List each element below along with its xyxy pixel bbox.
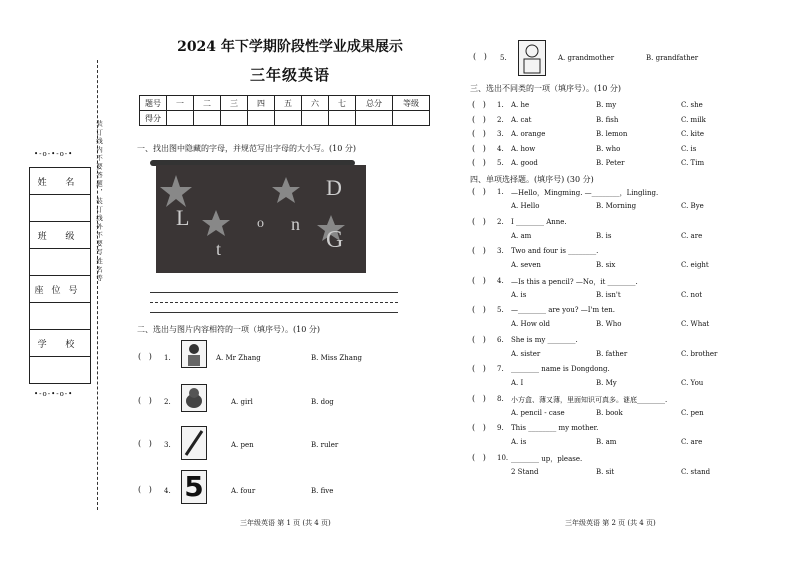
answer-paren[interactable]: ( ) (472, 129, 486, 138)
option-a[interactable]: A. grandmother (558, 54, 615, 62)
question-number: 5. (500, 54, 507, 62)
question-number: 4. (497, 144, 504, 153)
question-number: 9. (497, 424, 504, 432)
score-input-cell[interactable] (194, 111, 221, 126)
answer-paren[interactable]: ( ) (472, 364, 486, 373)
question-number: 2. (497, 217, 504, 226)
score-input-cell[interactable] (167, 111, 194, 126)
option-b[interactable]: B. book (596, 408, 623, 417)
question-number: 5. (497, 306, 504, 314)
answer-paren[interactable]: ( ) (472, 143, 486, 153)
question-number: 1. (497, 188, 504, 196)
option-a[interactable]: A. am (511, 231, 532, 240)
score-value-row (140, 111, 430, 126)
question-text: Two and four is ________. (511, 247, 599, 255)
banner-graphic (156, 165, 366, 273)
score-input-cell[interactable] (302, 111, 329, 126)
blank-cell[interactable] (30, 195, 90, 222)
option-a[interactable]: A. Mr Zhang (216, 354, 261, 362)
option-a[interactable]: A. cat (511, 115, 532, 124)
answer-paren[interactable]: ( ) (472, 187, 486, 196)
option-b[interactable]: B. ruler (311, 441, 339, 449)
question-number: 1. (497, 101, 504, 109)
letter-banner-image (156, 165, 366, 273)
question-text: This ________ my mother. (511, 424, 599, 432)
option-c[interactable]: C. not (681, 290, 703, 299)
option-b[interactable]: B. dog (311, 398, 334, 406)
option-c[interactable]: C. What (681, 320, 710, 328)
score-input-cell[interactable] (356, 111, 393, 126)
score-input-cell[interactable] (221, 111, 248, 126)
letter-mark: D (326, 175, 342, 200)
option-a[interactable]: A. good (511, 159, 538, 167)
question-number: 4. (164, 487, 171, 495)
writing-line[interactable] (150, 302, 398, 303)
section1-heading: 一、找出图中隐藏的字母，并规范写出字母的大小写。(10 分) (137, 144, 356, 153)
score-cell: 七 (329, 96, 356, 111)
section2-heading: 二、选出与图片内容相符的一项（填序号）。(10 分) (137, 325, 320, 334)
score-input-cell[interactable] (275, 111, 302, 126)
answer-paren[interactable]: ( ) (472, 275, 486, 285)
option-b[interactable]: B. Miss Zhang (311, 354, 362, 362)
option-b[interactable]: B. sit (596, 467, 615, 476)
answer-paren[interactable]: ( ) (472, 158, 486, 167)
answer-paren[interactable]: ( ) (472, 216, 486, 226)
question-number: 10. (497, 453, 509, 462)
dot-separator: •-o-•-o-• (34, 390, 74, 398)
option-a[interactable]: A. pen (231, 441, 254, 449)
question-number: 5. (497, 159, 504, 167)
letter-mark: o (257, 216, 264, 231)
pen-icon (181, 426, 207, 460)
option-b[interactable]: B. isn't (596, 290, 621, 299)
score-cell: 二 (194, 96, 221, 111)
option-c[interactable]: C. are (681, 231, 703, 240)
option-a[interactable]: A. four (231, 487, 256, 495)
exam-title: 2024 年下学期阶段性学业成果展示 (177, 39, 403, 55)
exam-subtitle: 三年级英语 (249, 66, 330, 84)
question-number: 1. (164, 354, 171, 362)
option-c[interactable]: C. eight (681, 261, 709, 269)
letter-mark: G (326, 227, 344, 253)
question-text: —Is this a pencil? —No，it ________. (511, 277, 638, 286)
grandparent-icon (518, 40, 546, 76)
question-number: 3. (497, 247, 504, 255)
option-b[interactable]: B. lemon (596, 130, 628, 138)
option-a[interactable]: A. orange (511, 130, 546, 138)
answer-paren[interactable]: ( ) (472, 452, 486, 462)
question-number: 3. (164, 441, 171, 449)
answer-paren[interactable]: ( ) (472, 100, 486, 109)
option-c[interactable]: C. is (681, 144, 697, 153)
option-c[interactable]: C. milk (681, 115, 706, 124)
question-text: ________ name is Dongdong. (511, 365, 610, 373)
score-input-cell[interactable] (248, 111, 275, 126)
option-c[interactable]: C. pen (681, 408, 704, 417)
option-a[interactable]: A. is (511, 438, 527, 446)
option-a[interactable]: A. I (511, 379, 524, 387)
score-cell: 四 (248, 96, 275, 111)
letter-mark: L (176, 205, 190, 230)
score-cell: 题号 (140, 96, 167, 111)
option-c[interactable]: C. she (681, 101, 703, 109)
option-b[interactable]: B. who (596, 144, 621, 153)
dog-icon (181, 384, 207, 412)
score-input-cell[interactable] (329, 111, 356, 126)
option-b[interactable]: B. father (596, 349, 628, 358)
footer-page-1: 三年级英语 第 1 页 (共 4 页) (240, 519, 331, 527)
option-c[interactable]: C. brother (681, 349, 718, 358)
option-b[interactable]: B. is (596, 231, 612, 240)
question-number: 2. (497, 115, 504, 124)
school-field[interactable]: 学 校 (30, 330, 90, 357)
option-a[interactable]: 2 Stand (511, 467, 539, 476)
score-cell: 等级 (393, 96, 430, 111)
answer-paren[interactable]: ( ) (472, 423, 486, 432)
score-cell: 三 (221, 96, 248, 111)
score-cell: 一 (167, 96, 194, 111)
option-a[interactable]: A. How old (511, 320, 550, 328)
option-c[interactable]: C. Tim (681, 159, 705, 167)
answer-paren[interactable]: ( ) (138, 352, 152, 361)
option-a[interactable]: A. sister (511, 349, 541, 358)
star-icon (202, 210, 230, 236)
option-a[interactable]: A. pencil - case (511, 408, 565, 417)
letter-mark: n (291, 214, 300, 234)
question-text: —________ are you? —I'm ten. (511, 306, 616, 314)
option-b[interactable]: B. my (596, 101, 617, 109)
score-cell: 得分 (140, 111, 167, 126)
option-b[interactable]: B. five (311, 487, 334, 495)
option-b[interactable]: B. grandfather (646, 54, 699, 62)
answer-paren[interactable]: ( ) (138, 439, 152, 448)
footer-page-2: 三年级英语 第 2 页 (共 4 页) (565, 519, 656, 527)
answer-paren[interactable]: ( ) (473, 52, 487, 61)
answer-paren[interactable]: ( ) (138, 396, 152, 405)
letter-mark: t (216, 239, 222, 259)
star-icon (160, 175, 192, 207)
option-a[interactable]: A. he (511, 101, 530, 109)
option-b[interactable]: B. Peter (596, 159, 625, 167)
score-header-row (140, 96, 430, 111)
option-b[interactable]: B. fish (596, 115, 619, 124)
option-c[interactable]: C. are (681, 438, 703, 446)
score-input-cell[interactable] (393, 111, 430, 126)
dot-separator: •-o-•-o-• (34, 150, 74, 158)
boy-icon (181, 340, 207, 368)
section4-heading: 四、单项选择题。(填序号) (30 分) (470, 175, 594, 184)
answer-paren[interactable]: ( ) (138, 485, 152, 494)
question-text: 小方盒、薄又薄，里面知识可真多。谜底________. (511, 395, 668, 404)
option-c[interactable]: C. Bye (681, 202, 704, 210)
option-b[interactable]: B. My (596, 379, 617, 387)
option-b[interactable]: B. Who (596, 320, 622, 328)
blank-cell[interactable] (30, 249, 90, 276)
question-number: 7. (497, 365, 504, 373)
score-cell: 五 (275, 96, 302, 111)
option-a[interactable]: A. is (511, 290, 527, 299)
score-cell: 六 (302, 96, 329, 111)
option-b[interactable]: B. Morning (596, 202, 637, 210)
star-icon (272, 177, 300, 203)
question-number: 8. (497, 394, 504, 403)
five-icon: 5 (181, 470, 207, 504)
option-c[interactable]: C. kite (681, 130, 704, 138)
question-number: 3. (497, 130, 504, 138)
student-info-box (29, 167, 91, 384)
name-field[interactable]: 姓 名 (30, 168, 90, 195)
question-number: 6. (497, 335, 504, 344)
score-table (139, 95, 430, 126)
section3-heading: 三、选出不同类的一项（填序号）。(10 分) (470, 84, 621, 93)
blank-cell[interactable] (30, 357, 90, 383)
question-text: ________ up，please. (511, 454, 583, 463)
option-c[interactable]: C. You (681, 379, 704, 387)
answer-paren[interactable]: ( ) (472, 305, 486, 314)
option-b[interactable]: B. six (596, 261, 616, 269)
question-text: I ________ Anne. (511, 217, 567, 226)
option-a[interactable]: A. seven (511, 261, 541, 269)
question-text: She is my ________. (511, 335, 578, 344)
question-text: —Hello，Mingming. —________，Lingling. (511, 189, 659, 197)
seat-field[interactable]: 座位号 (30, 276, 90, 303)
writing-line[interactable] (150, 312, 398, 313)
option-a[interactable]: A. Hello (511, 202, 540, 210)
score-cell: 总分 (356, 96, 393, 111)
blank-cell[interactable] (30, 303, 90, 330)
answer-paren[interactable]: ( ) (472, 246, 486, 255)
answer-paren[interactable]: ( ) (472, 334, 486, 344)
class-field[interactable]: 班 级 (30, 222, 90, 249)
question-number: 2. (164, 398, 171, 406)
answer-paren[interactable]: ( ) (472, 393, 486, 403)
option-c[interactable]: C. stand (681, 467, 711, 476)
option-a[interactable]: A. how (511, 144, 536, 153)
binding-warning: 装 订 线 内 不 要 答 题 ， 装 订 线 外 不 要 写 姓 名 等 (95, 120, 103, 281)
question-number: 4. (497, 276, 504, 285)
answer-paren[interactable]: ( ) (472, 114, 486, 124)
option-a[interactable]: A. girl (231, 398, 253, 406)
writing-line[interactable] (150, 292, 398, 293)
option-b[interactable]: B. am (596, 438, 617, 446)
